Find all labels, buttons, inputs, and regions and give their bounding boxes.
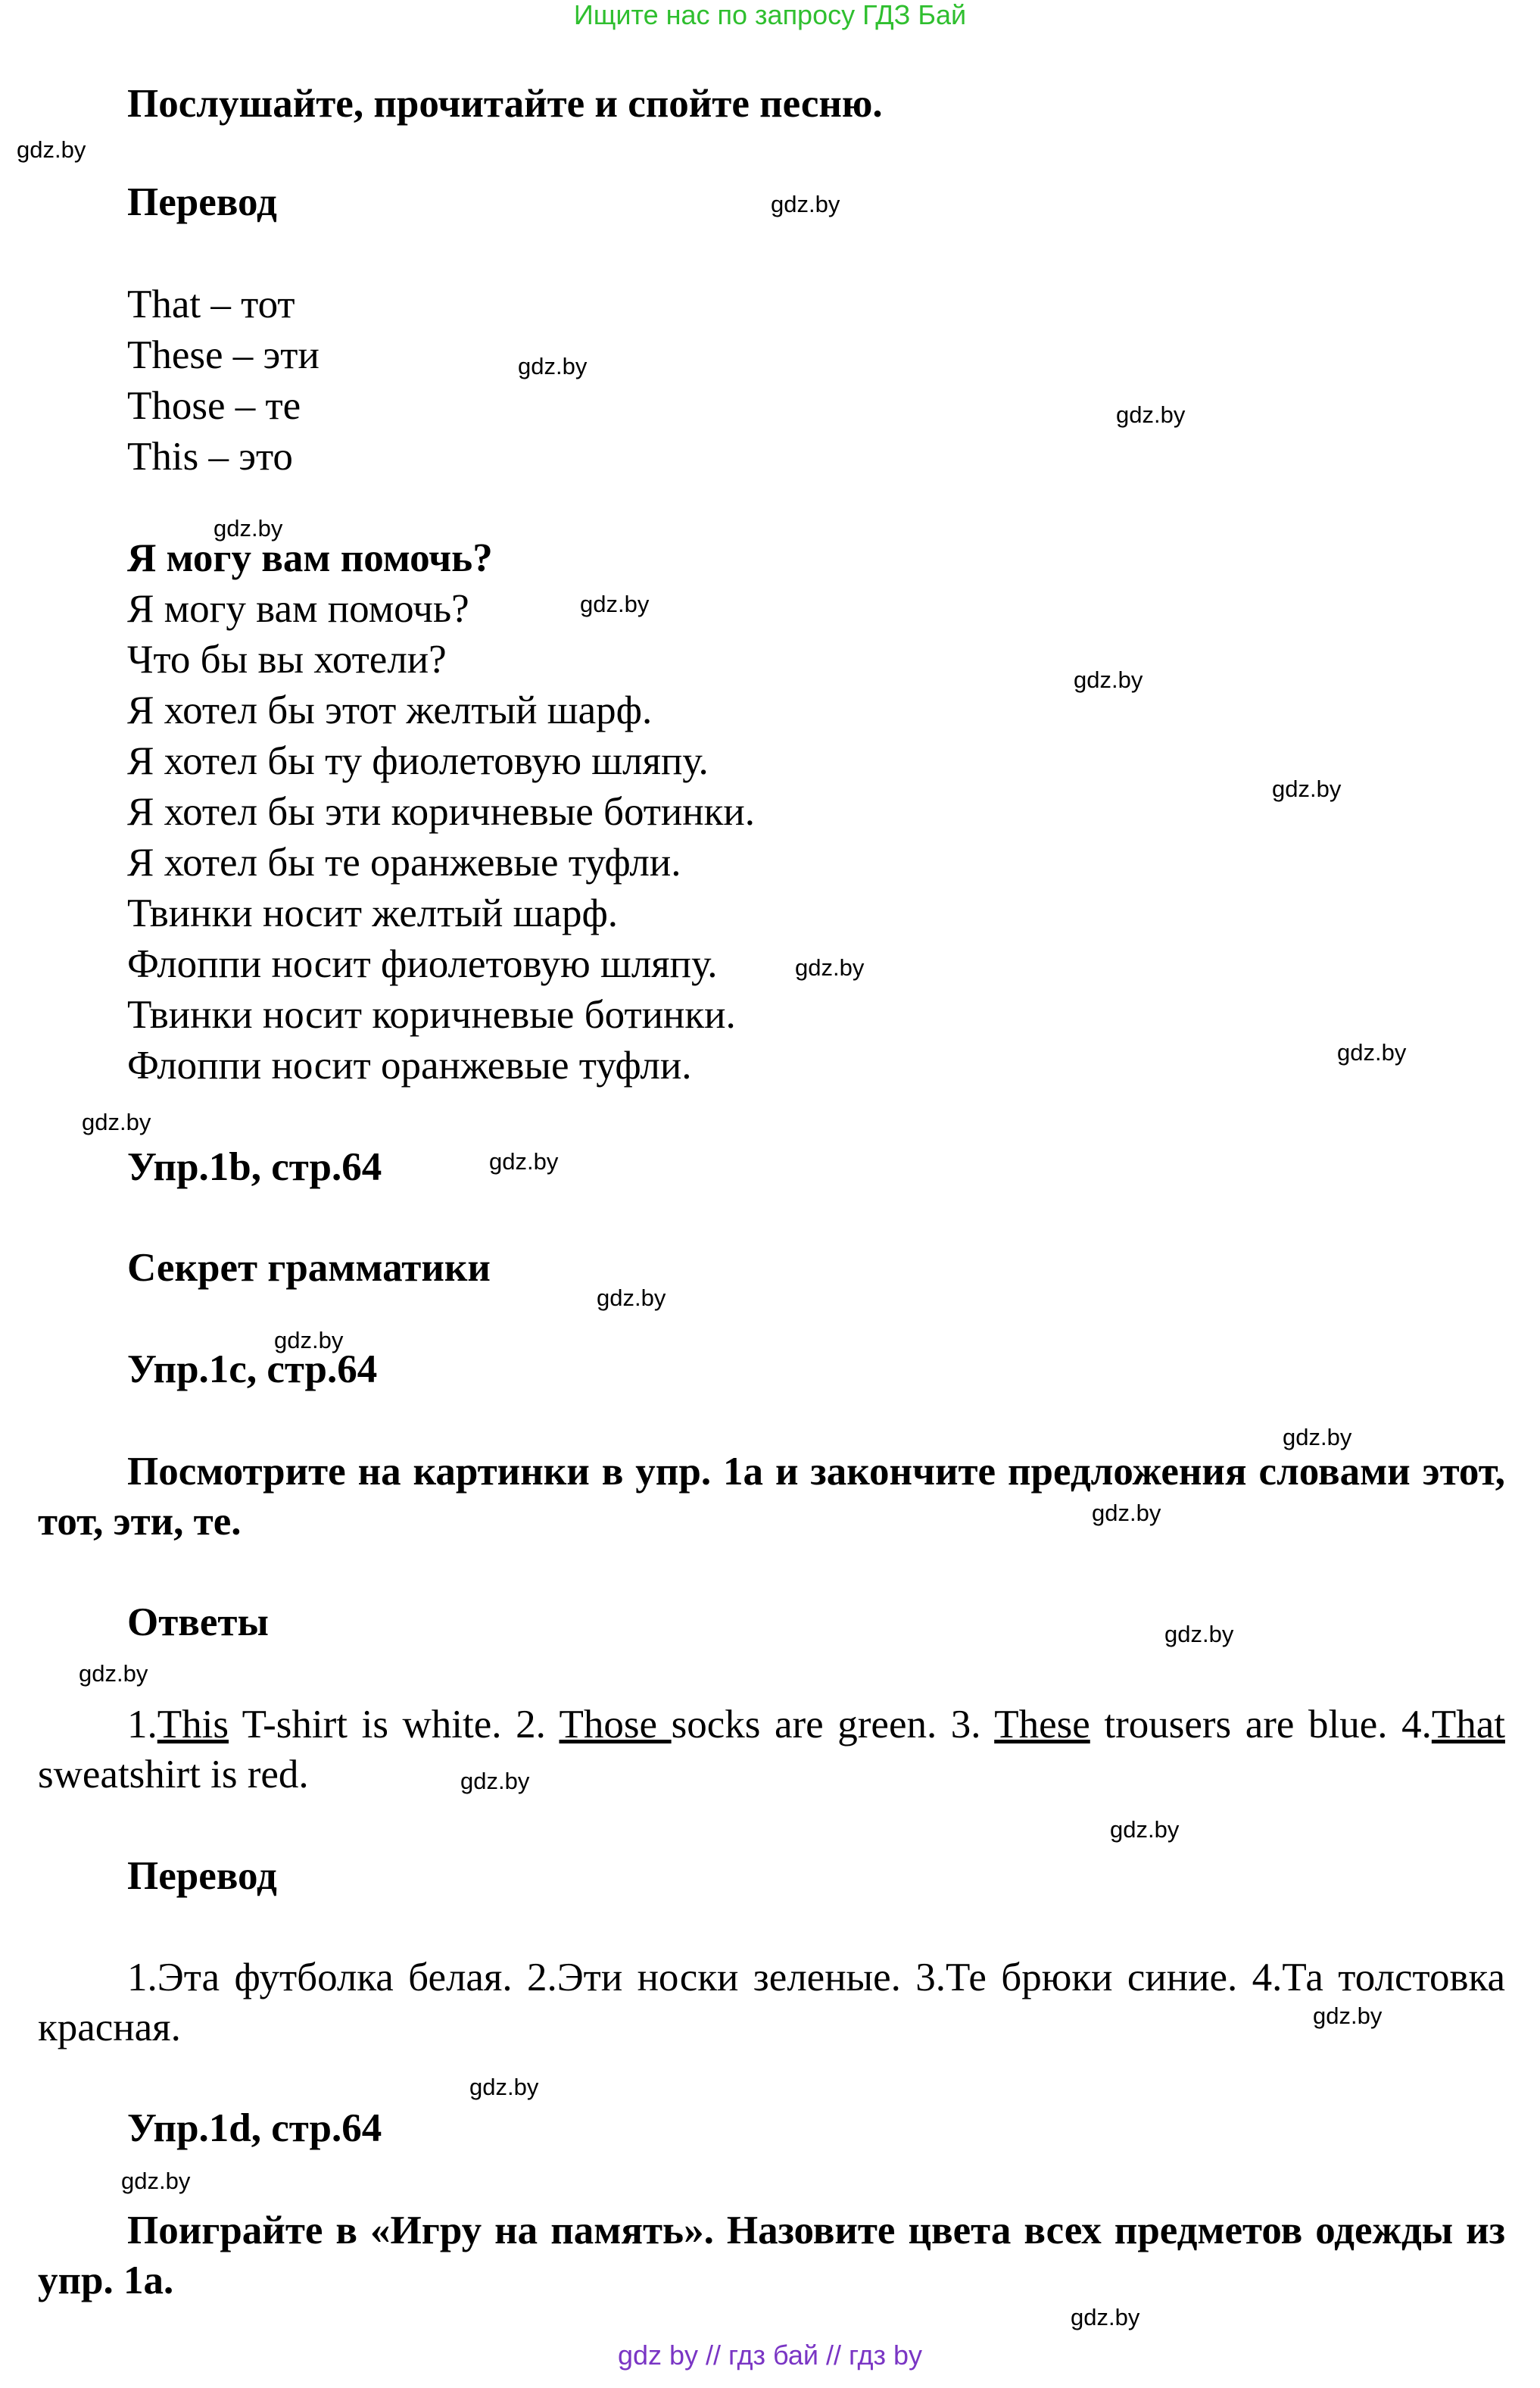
song-line: Я хотел бы этот желтый шарф. bbox=[127, 688, 653, 732]
watermark: gdz.by bbox=[1074, 666, 1143, 693]
watermark: gdz.by bbox=[1110, 1816, 1180, 1843]
watermark: gdz.by bbox=[1071, 2304, 1140, 2330]
watermark: gdz.by bbox=[460, 1768, 530, 1794]
song-line: Твинки носит коричневые ботинки. bbox=[127, 993, 736, 1037]
exercise-1b-heading: Упр.1b, стр.64 bbox=[127, 1145, 382, 1189]
watermark: gdz.by bbox=[1283, 1424, 1352, 1450]
watermark: gdz.by bbox=[597, 1285, 666, 1311]
watermark: gdz.by bbox=[214, 515, 283, 542]
watermark: gdz.by bbox=[1164, 1621, 1234, 1647]
watermark: gdz.by bbox=[518, 353, 588, 379]
footer-links[interactable]: gdz by // гдз бай // гдз by bbox=[617, 2340, 923, 2371]
vocab-item: This – это bbox=[127, 435, 293, 479]
answer-word: These bbox=[994, 1703, 1090, 1747]
vocab-item: These – эти bbox=[127, 333, 320, 377]
song-line: Флоппи носит оранжевые туфли. bbox=[127, 1044, 692, 1088]
answer-word: That bbox=[1431, 1703, 1505, 1747]
watermark: gdz.by bbox=[1337, 1039, 1407, 1066]
song-line: Твинки носит желтый шарф. bbox=[127, 891, 619, 935]
grammar-secret-heading: Секрет грамматики bbox=[127, 1246, 491, 1290]
heading-translation-2: Перевод bbox=[127, 1854, 277, 1898]
watermark: gdz.by bbox=[82, 1109, 151, 1135]
exercise-1d-heading: Упр.1d, стр.64 bbox=[127, 2106, 382, 2150]
song-line: Я могу вам помочь? bbox=[127, 587, 469, 631]
header-banner[interactable]: Ищите нас по запросу ГДЗ Бай bbox=[573, 0, 967, 30]
answers-paragraph: 1.This T-shirt is white. 2. Those socks are green. 3. These trousers are blue. 4.That sweatshirt is red. bbox=[38, 1703, 1505, 1796]
vocab-item: That – тот bbox=[127, 283, 295, 326]
task-1c-text: Посмотрите на картинки в упр. 1а и закончите предложения словами этот, тот, эти, те. bbox=[38, 1450, 1505, 1544]
watermark: gdz.by bbox=[121, 2168, 191, 2194]
song-title: Я могу вам помочь? bbox=[127, 536, 493, 580]
watermark: gdz.by bbox=[274, 1327, 344, 1353]
watermark: gdz.by bbox=[17, 136, 86, 163]
song-line: Флоппи носит фиолетовую шляпу. bbox=[127, 942, 718, 986]
vocab-item: Those – те bbox=[127, 384, 301, 428]
watermark: gdz.by bbox=[469, 2074, 539, 2100]
exercise-1c-heading: Упр.1c, стр.64 bbox=[127, 1347, 378, 1391]
watermark: gdz.by bbox=[580, 591, 650, 617]
translation-paragraph: 1.Эта футболка белая. 2.Эти носки зеленые. 3.Те брюки синие. 4.Та толстовка красная. bbox=[38, 1956, 1505, 2049]
answer-word: Those bbox=[559, 1703, 672, 1747]
watermark: gdz.by bbox=[1272, 776, 1342, 802]
song-line: Что бы вы хотели? bbox=[127, 638, 447, 682]
song-line: Я хотел бы те оранжевые туфли. bbox=[127, 841, 681, 885]
answer-word: This bbox=[157, 1703, 229, 1747]
watermark: gdz.by bbox=[1116, 401, 1186, 428]
watermark: gdz.by bbox=[1313, 2002, 1383, 2029]
watermark: gdz.by bbox=[771, 191, 840, 217]
heading-listen: Послушайте, прочитайте и спойте песню. bbox=[127, 82, 883, 126]
watermark: gdz.by bbox=[1092, 1500, 1161, 1526]
heading-answers: Ответы bbox=[127, 1600, 269, 1644]
song-line: Я хотел бы ту фиолетовую шляпу. bbox=[127, 739, 709, 783]
watermark: gdz.by bbox=[795, 954, 865, 981]
watermark: gdz.by bbox=[489, 1148, 559, 1175]
song-line: Я хотел бы эти коричневые ботинки. bbox=[127, 790, 756, 834]
watermark: gdz.by bbox=[79, 1660, 148, 1687]
heading-translation: Перевод bbox=[127, 180, 277, 224]
task-1d-text: Поиграйте в «Игру на память». Назовите цвета всех предметов одежды из упр. 1а. bbox=[38, 2209, 1505, 2302]
